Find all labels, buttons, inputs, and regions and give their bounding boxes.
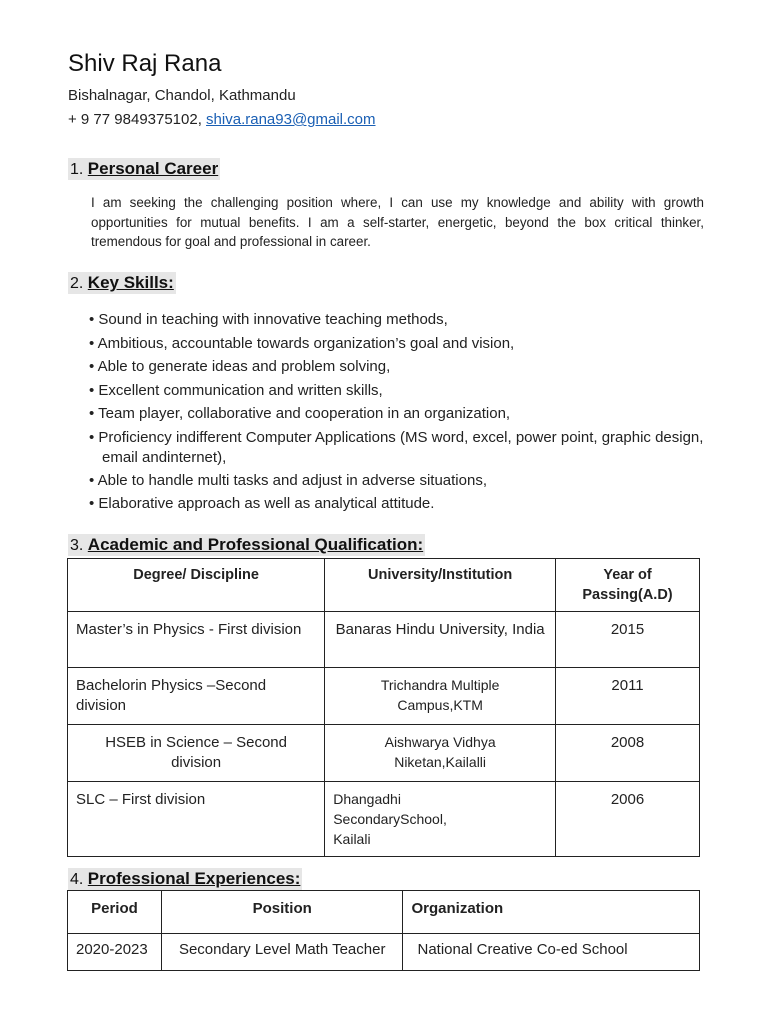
section-title: Professional Experiences: [87,869,301,888]
skill-item: • Elaborative approach as well as analytical attitude. [89,495,435,512]
organization-cell: National Creative Co-ed School [403,934,700,971]
year-cell: 2006 [556,782,700,857]
header-cell: Degree/ Discipline [68,559,325,612]
table-row [68,668,700,725]
section-number: 1. [70,161,88,178]
header-cell: University/Institution [325,559,556,612]
section-experience [68,869,302,889]
table-row [68,934,700,971]
section-title: Key Skills: [87,273,174,292]
section-number: 3. [70,537,88,554]
table-row [68,612,700,668]
header-cell: Year of Passing(A.D) [556,559,700,612]
degree-cell: Bachelorin Physics –Second division [68,668,325,725]
skill-item: • Sound in teaching with innovative teaching methods, [89,311,448,328]
table-row [68,725,700,782]
skill-item: • Proficiency indifferent Computer Applications (MS word, excel, power point, graphic design, email andinternet), [89,428,704,466]
degree-cell: Master’s in Physics - First division [68,612,325,668]
address: Bishalnagar, Chandol, Kathmandu [68,87,296,104]
year-cell: 2011 [556,668,700,725]
institution-cell: Banaras Hindu University, India [325,612,556,668]
contact-line [68,111,376,128]
experience-table [67,890,700,971]
period-cell: 2020-2023 [68,934,162,971]
table-header-row [68,559,700,612]
header-cell: Period [68,891,162,934]
degree-cell: SLC – First division [68,782,325,857]
resume-name: Shiv Raj Rana [68,50,222,77]
section-key-skills [68,273,176,293]
section-number: 2. [70,275,88,292]
institution-cell: Trichandra Multiple Campus,KTM [325,668,556,725]
skill-item: • Excellent communication and written skills, [89,381,383,399]
degree-cell: HSEB in Science – Second division [68,725,325,782]
section-number: 4. [70,871,88,888]
academic-table [67,558,700,857]
skill-item: • Ambitious, accountable towards organization’s goal and vision, [89,334,515,352]
table-row [68,782,700,857]
skill-item: • Able to generate ideas and problem solving, [89,358,391,375]
email-link[interactable]: shiva.rana93@gmail.com [206,111,376,128]
skill-item: • Team player, collaborative and cooperation in an organization, [89,405,511,422]
phone: + 9 77 9849375102, [68,111,207,128]
section-personal-career [68,159,220,179]
header-cell: Organization [403,891,700,934]
table-header-row [68,891,700,934]
skills-list [89,308,714,516]
position-cell: Secondary Level Math Teacher [161,934,403,971]
skill-item: • Able to handle multi tasks and adjust in adverse situations, [89,471,487,489]
year-cell: 2008 [556,725,700,782]
section-academic [68,535,425,555]
section-title: Personal Career [87,159,219,178]
header-cell: Position [161,891,403,934]
institution-cell: Dhangadhi SecondarySchool, Kailali [325,782,556,857]
personal-career-text: I am seeking the challenging position where, I can use my knowledge and ability with growth opportunities for mutual benefits. I am a self-starter, energetic, beyond the box critical thinker, tremendous for goal and professional in career. [91,195,704,249]
section-title: Academic and Professional Qualification: [87,535,424,554]
year-cell: 2015 [556,612,700,668]
institution-cell: Aishwarya Vidhya Niketan,Kailalli [325,725,556,782]
